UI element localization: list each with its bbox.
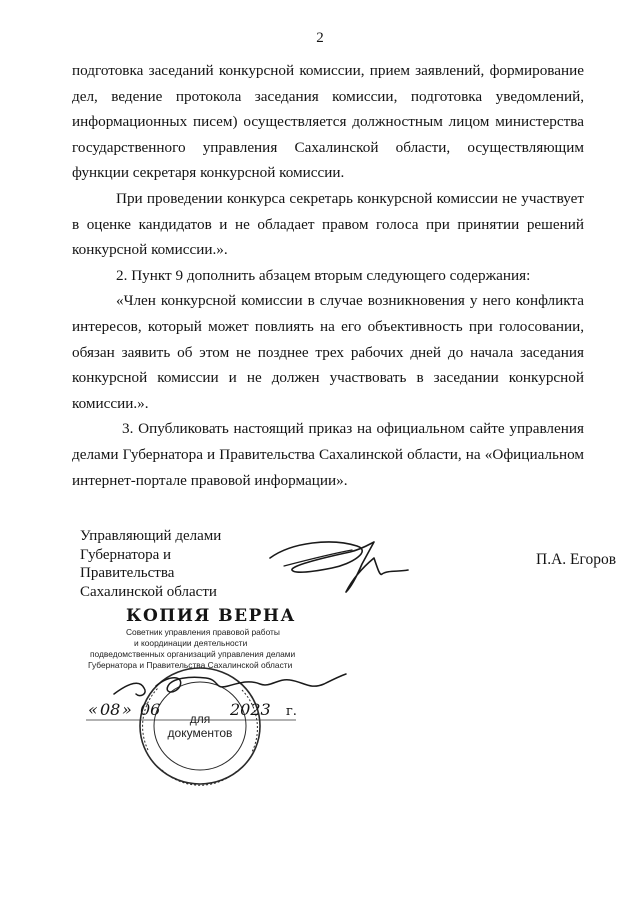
page-number: 2 bbox=[316, 30, 324, 46]
copy-stamp-line: подведомственных организаций управления делами bbox=[90, 649, 296, 659]
signatory-position-line: Правительства bbox=[80, 565, 175, 581]
cert-date-underline bbox=[86, 718, 296, 722]
signatory-position-line: Губернатора и bbox=[80, 546, 172, 563]
signatory-position-line: Сахалинской области bbox=[80, 583, 217, 600]
seal-text: для документов bbox=[167, 712, 233, 740]
cert-date-month: 06 bbox=[140, 700, 161, 719]
paragraph-3: 2. Пункт 9 дополнить абзацем вторым следующего содержания: bbox=[116, 266, 531, 284]
signatory-position-line: Управляющий делами bbox=[80, 528, 222, 544]
cert-date-day: 08 bbox=[100, 700, 121, 719]
cert-date-open: « bbox=[88, 700, 98, 719]
cert-date-year-suffix: г. bbox=[286, 704, 297, 719]
copy-stamp-line: Советник управления правовой работы bbox=[126, 627, 280, 637]
paragraph-4: «Член конкурсной комиссии в случае возникновения у него конфликта интересов, который может повлиять на его объективность при голосовании, обязан заявить об этом не позднее трех рабочих дней до начала заседания конкурсной комиссии и не должен участвовать в заседании конкурсной комиссии.». bbox=[72, 292, 584, 412]
signatory-position bbox=[80, 527, 221, 601]
body-text bbox=[72, 58, 584, 493]
cert-date-year: 2023 bbox=[230, 700, 271, 719]
paragraph-2: При проведении конкурса секретарь конкурсной комиссии не участвует в оценке кандидатов и не обладает правом голоса при принятии решений конкурсной комиссии.». bbox=[72, 189, 584, 259]
copy-stamp-title: КОПИЯ ВЕРНА bbox=[126, 606, 296, 626]
copy-stamp-line: Губернатора и Правительства Сахалинской области bbox=[88, 660, 293, 670]
paragraph-5: 3. Опубликовать настоящий приказ на официальном сайте управления делами Губернатора и Правительства Сахалинской области, на «Официальном интернет-портале правовой информации». bbox=[72, 420, 584, 489]
copy-stamp-line: и координации деятельности bbox=[134, 638, 248, 648]
handwritten-signature bbox=[262, 530, 412, 600]
paragraph-1: подготовка заседаний конкурсной комиссии, прием заявлений, формирование дел, ведение протокола заседания комиссии, подготовка уведомлений, информационных писем) осуществляется должностным лицом министерства государственного управления Сахалинской области, осуществляющим функции секретаря конкурсной комиссии. bbox=[72, 62, 584, 182]
cert-date-close: » bbox=[122, 700, 132, 719]
signatory-name: П.А. Егоров bbox=[536, 551, 617, 568]
